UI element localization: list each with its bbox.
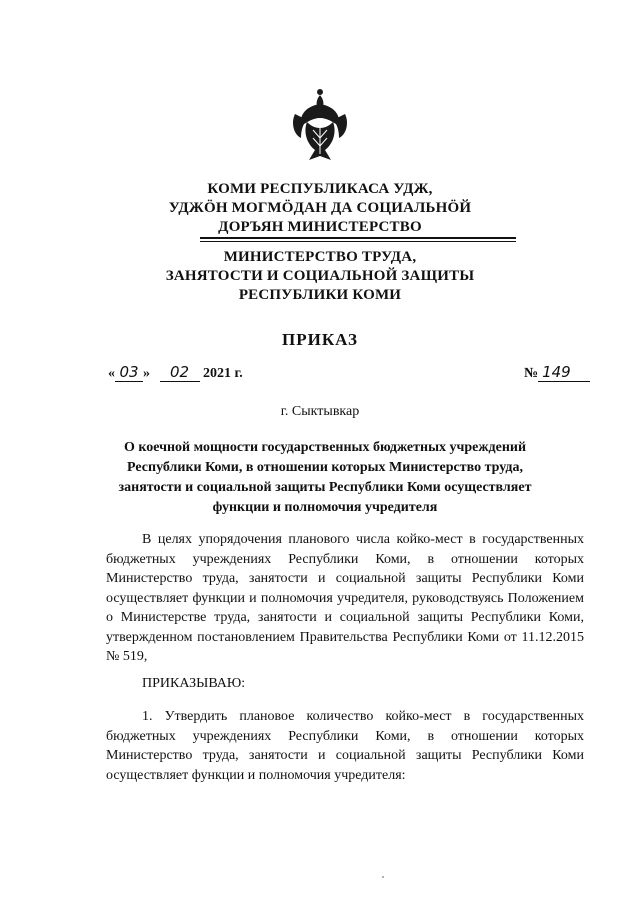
header-divider-thin	[200, 241, 516, 242]
russian-name-line: ЗАНЯТОСТИ И СОЦИАЛЬНОЙ ЗАЩИТЫ	[165, 268, 475, 284]
preamble-paragraph: В целях упорядочения планового числа койко-мест в государственных бюджетных учреждениях Республики Коми, в отношении которых Министерство труда, занятости и социальной защиты Республики Коми осуществляет функции и полномочия учредителя, руководствуясь Положением о Министерстве труда, занятости и социальной защиты Республики Коми, утвержденном постановлением Правительства Республики Коми от 11.12.2015 № 519,	[106, 532, 584, 664]
header-divider-thick	[200, 237, 516, 239]
scan-speck	[382, 876, 384, 878]
date-month-handwritten: 02	[160, 363, 200, 382]
heading-line: Республики Коми, в отношении которых Министерство труда,	[127, 460, 523, 475]
number-prefix: №	[524, 366, 539, 381]
decree-word: ПРИКАЗЫВАЮ:	[142, 676, 246, 691]
ministry-name-komi	[0, 180, 640, 237]
date-year: 2021 г.	[203, 366, 243, 381]
komi-name-line: КОМИ РЕСПУБЛИКАСА УДЖ,	[207, 181, 433, 197]
order-number	[524, 363, 590, 382]
document-title: ПРИКАЗ	[282, 330, 358, 349]
order-number-handwritten: 149	[538, 363, 590, 382]
heading-line: О коечной мощности государственных бюджетных учреждений	[123, 440, 527, 455]
item-1-paragraph: 1. Утвердить плановое количество койко-мест в государственных бюджетных учреждениях Республики Коми, в отношении которых Министерство труда, занятости и социальной защиты Республики Коми осуществляет функции и полномочия учредителя:	[106, 709, 584, 783]
order-date	[108, 363, 243, 382]
city-name: г. Сыктывкар	[280, 404, 360, 419]
russian-name-line: РЕСПУБЛИКИ КОМИ	[238, 287, 402, 303]
date-close-quote: »	[143, 366, 150, 381]
ministry-name-russian	[0, 248, 640, 305]
heading-line: занятости и социальной защиты Республики Коми осуществляет	[118, 480, 532, 495]
russian-name-line: МИНИСТЕРСТВО ТРУДА,	[223, 249, 417, 265]
date-day-handwritten: 03	[115, 363, 143, 382]
komi-coat-of-arms-icon	[285, 84, 355, 164]
order-heading	[110, 438, 540, 518]
date-open-quote: «	[108, 366, 115, 381]
heading-line: функции и полномочия учредителя	[212, 500, 438, 515]
komi-name-line: ДОРЪЯН МИНИСТЕРСТВО	[218, 219, 422, 235]
komi-name-line: УДЖÖН МОГМÖДАН ДА СОЦИАЛЬНÖЙ	[168, 200, 472, 216]
